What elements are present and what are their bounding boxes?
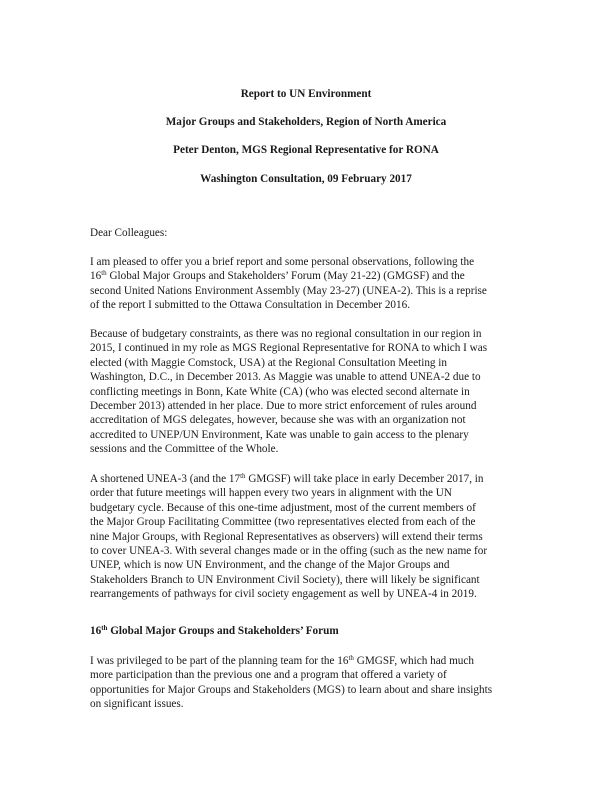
budget-line: accredited to UNEP/UN Environment, Kate was unable to gain access to the plenary [90,428,469,441]
unea3-line: UNEP, which is now UN Environment, and the change of the Major Groups and [90,559,450,572]
report-title: Report to UN Environment [240,88,372,100]
author-title: Peter Denton, MGS Regional Representative for RONA [173,144,439,156]
budget-line: Because of budgetary constraints, as there was no regional consultation in our region in [90,328,482,340]
unea3-line: to cover UNEA-3. With several changes made or in the offing (such as the new name for [90,545,488,558]
unea3-line: rearrangements of pathways for civil society engagement as well by UNEA-4 in 2019. [90,588,477,601]
unea3-line: nine Major Groups, with Regional Representatives as observers) will extend their terms [90,530,483,543]
section-heading-forum [90,624,339,638]
budget-line: sessions and the Committee of the Whole. [90,443,279,456]
paragraph-forum [90,654,530,712]
forum-line: more participation than the previous one and a program that offered a variety of [90,669,447,682]
unea3-line-1-end: GMGSF) will take place in early December 2017, in [245,473,484,485]
forum-ordinal-suffix: th [348,654,354,662]
intro-line-4: of the report I submitted to the Ottawa Consultation in December 2016. [90,299,411,312]
intro-line-2: Global Major Groups and Stakeholders’ Forum (May 21-22) (GMGSF) and the [106,270,465,283]
intro-ordinal-suffix: th [101,269,107,278]
budget-line: conflicting meetings in Bonn, Kate White (CA) (who was elected second alternate in [90,385,470,398]
forum-line-1-start: I was privileged to be part of the planning team for the 16 [90,655,349,667]
section-ordinal: 16 [90,625,102,637]
budget-line: Washington, D.C., in December 2013. As Maggie was unable to attend UNEA-2 due to [90,371,481,384]
budget-line: December 2013) attended in her place. Due to more strict enforcement of rules around [90,400,477,413]
unea3-ordinal-suffix: th [240,472,246,480]
budget-line: elected (with Maggie Comstock, USA) at the Regional Consultation Meeting in [90,356,448,369]
unea3-line-1-start: A shortened UNEA-3 (and the 17 [90,473,241,485]
unea3-line: the Major Group Facilitating Committee (two representatives elected from each of the [90,516,476,529]
intro-line-3: second United Nations Environment Assembly (May 23-27) (UNEA-2). This is a reprise [90,284,487,297]
unea3-line: budgetary cycle. Because of this one-time adjustment, most of the current members of [90,501,476,514]
salutation: Dear Colleagues: [90,227,168,239]
forum-line-1-end: GMGSF, which had much [353,655,474,667]
paragraph-budget [90,327,530,457]
intro-ordinal: 16 [90,270,102,283]
intro-line-1: I am pleased to offer you a brief report and some personal observations, following the [90,256,475,268]
paragraph-intro [90,255,530,313]
budget-line: accreditation of MGS delegates, however, because she was with an organization not [90,414,466,427]
budget-line: 2015, I continued in my role as MGS Regional Representative for RONA to which I was [90,342,488,355]
forum-line: opportunities for Major Groups and Stakeholders (MGS) to learn about and share insights [90,683,493,696]
unea3-line: Stakeholders Branch to UN Environment Civil Society), there will likely be significant [90,573,480,586]
paragraph-unea3 [90,472,530,602]
forum-line: on significant issues. [90,698,184,711]
consultation-title: Washington Consultation, 09 February 2017 [200,173,412,185]
unea3-line: order that future meetings will happen every two years in alignment with the UN [90,487,452,500]
region-title: Major Groups and Stakeholders, Region of North America [165,116,447,128]
section-ordinal-suffix: th [101,624,108,632]
section-title: Global Major Groups and Stakeholders’ Forum [107,625,339,637]
